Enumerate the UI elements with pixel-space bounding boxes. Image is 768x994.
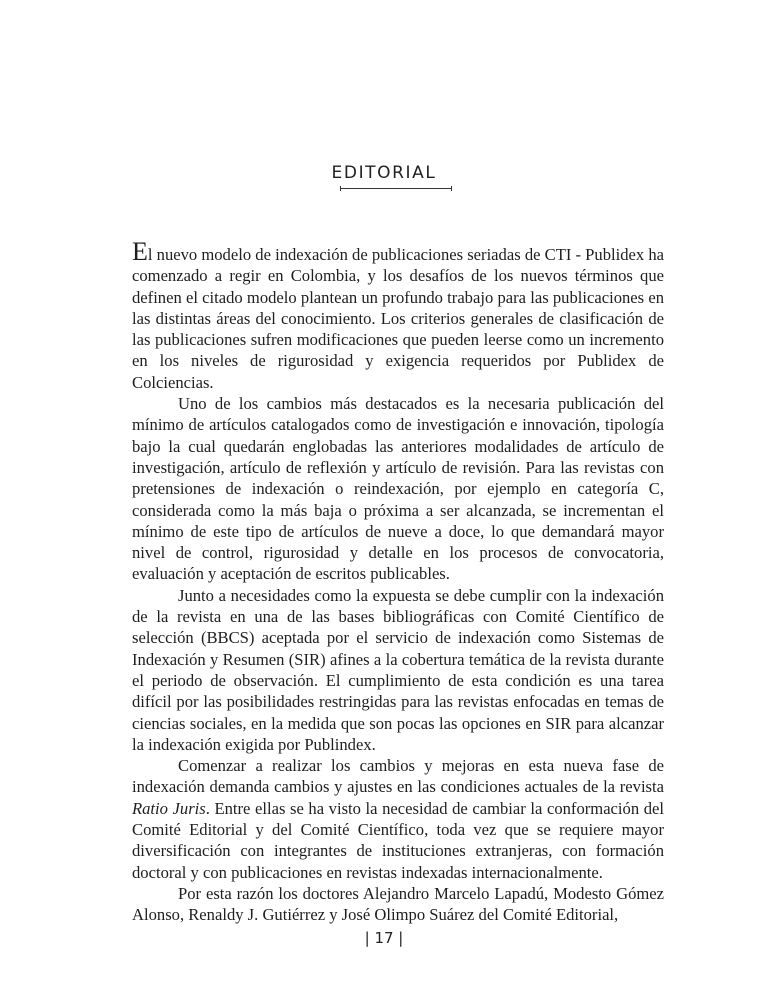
journal-name: Ratio Juris: [132, 798, 206, 818]
paragraph-1-text: l nuevo modelo de indexación de publicaciones seriadas de CTI - Publidex ha comenzado a regir en Colombia, y los desafíos de los nuevos términos que definen el citado modelo plantean un profundo trabajo para las publicaciones en las distintas áreas del conocimiento. Los criterios generales de clasificación de las publicaciones sufren modificaciones que pueden leerse como un incremento en los niveles de rigurosidad y exigencia requeridos por Publidex de Colciencias.: [132, 245, 664, 392]
paragraph-5: Por esta razón los doctores Alejandro Marcelo Lapadú, Modesto Gómez Alonso, Renaldy J. Gutiérrez y José Olimpo Suárez del Comité Editorial,: [132, 883, 664, 925]
paragraph-4-text-after: . Entre ellas se ha visto la necesidad de cambiar la conformación del Comité Editorial y del Comité Científico, toda vez que se requiere mayor diversificación con integrantes de instituciones extranjeras, con formación doctoral y con publicaciones en revistas indexadas internacionalmente.: [132, 798, 664, 882]
title-divider: [340, 188, 452, 189]
page-number: | 17 |: [364, 929, 404, 947]
paragraph-4-text-before: Comenzar a realizar los cambios y mejoras en esta nueva fase de indexación demanda cambios y ajustes en las condiciones actuales de la revista: [132, 756, 664, 797]
article-body: [132, 237, 664, 926]
page-title: EDITORIAL: [331, 163, 437, 183]
paragraph-3: Junto a necesidades como la expuesta se debe cumplir con la indexación de la revista en una de las bases bibliográficas con Comité Científico de selección (BBCS) aceptada por el servicio de indexación como Sistemas de Indexación y Resumen (SIR) afines a la cobertura temática de la revista durante el periodo de observación. El cumplimiento de esta condición es una tarea difícil por las posibilidades restringidas para las revistas enfocadas en temas de ciencias sociales, en la medida que son pocas las opciones en SIR para alcanzar la indexación exigida por Publindex.: [132, 585, 664, 754]
paragraph-2: Uno de los cambios más destacados es la necesaria publicación del mínimo de artículos catalogados como de investigación e innovación, tipología bajo la cual quedarán englobadas las anteriores modalidades de artículo de investigación, artículo de reflexión y artículo de revisión. Para las revistas con pretensiones de indexación o reindexación, por ejemplo en categoría C, considerada como la más baja o próxima a ser alcanzada, se incrementan el mínimo de este tipo de artículos de nueve a doce, lo que demandará mayor nivel de control, rigurosidad y detalle en los procesos de convocatoria, evaluación y aceptación de escritos publicables.: [132, 394, 664, 584]
paragraph-1: [132, 237, 664, 393]
drop-cap: E: [132, 237, 148, 266]
paragraph-4: [132, 755, 664, 883]
